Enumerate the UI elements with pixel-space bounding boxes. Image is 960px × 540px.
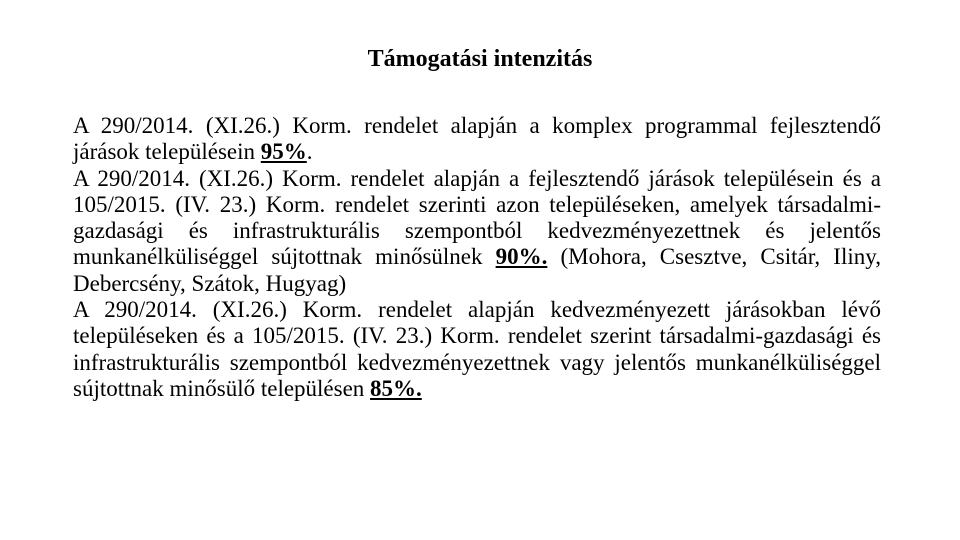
slide-body bbox=[73, 113, 881, 402]
paragraph-3-text: A 290/2014. (XI.26.) Korm. rendelet alapján kedvezményezett járásokban lévő településeken és a 105/2015. (IV. 23.) Korm. rendelet szerint társadalmi-gazdasági és infrastrukturális szempontból kedvezményezettnek vagy jelentős munkanélküliséggel sújtottnak minősülő településen bbox=[73, 297, 881, 401]
paragraph-2-tail: (Mohora, Csesztve, Csitár, Iliny, Debercsény, Szátok, Hugyag) bbox=[73, 244, 881, 296]
paragraph-1-percent: 95% bbox=[260, 139, 307, 165]
paragraph-2-text: A 290/2014. (XI.26.) Korm. rendelet alapján a fejlesztendő járások településein és a 105/2015. (IV. 23.) Korm. rendelet szerinti azon településeken, amelyek társadalmi-gazdasági és infrastrukturális szempontból kedvezményezettnek és jelentős munkanélküliséggel sújtottnak minősülnek bbox=[73, 165, 881, 270]
paragraph-1 bbox=[73, 113, 881, 166]
paragraph-1-tail: . bbox=[306, 139, 313, 165]
paragraph-3-percent: 85%. bbox=[370, 375, 422, 401]
paragraph-3 bbox=[73, 297, 881, 402]
paragraph-2 bbox=[73, 166, 881, 297]
paragraph-2-percent: 90%. bbox=[495, 244, 548, 270]
paragraph-1-text: A 290/2014. (XI.26.) Korm. rendelet alapján a komplex programmal fejlesztendő járások településein bbox=[73, 113, 881, 165]
slide-title: Támogatási intenzitás bbox=[367, 46, 593, 72]
